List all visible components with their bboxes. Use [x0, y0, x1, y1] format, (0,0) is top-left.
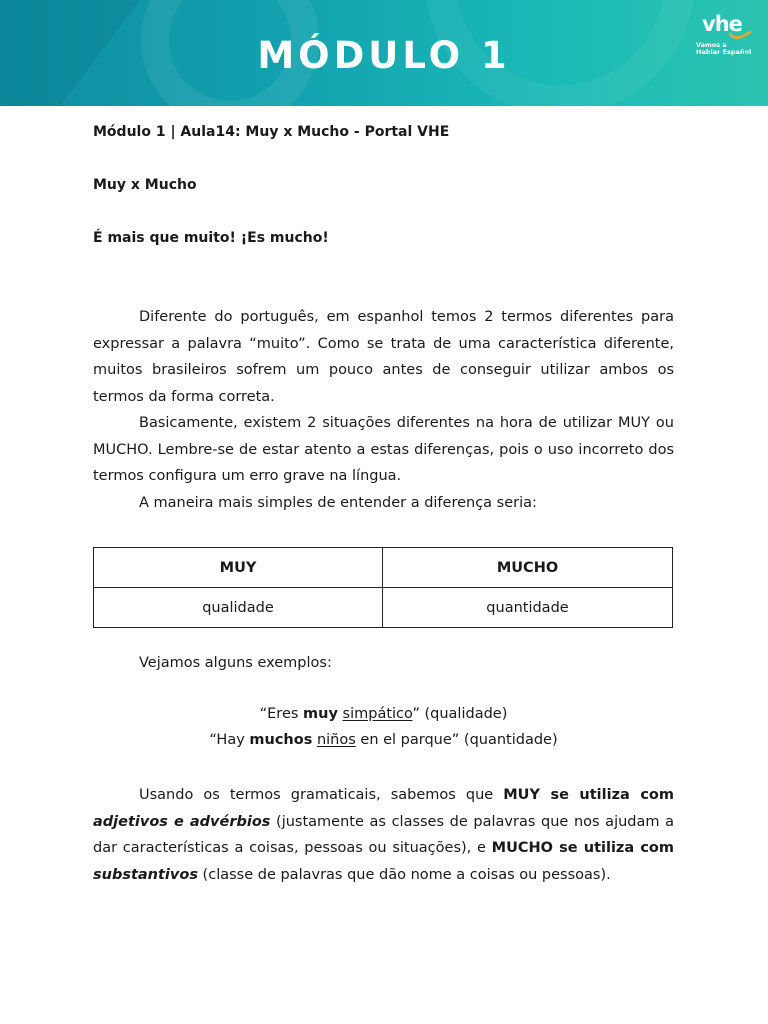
table-cell-quality: qualidade — [94, 588, 383, 627]
lesson-heading: Módulo 1 | Aula14: Muy x Mucho - Portal VHE — [93, 124, 450, 140]
header-banner — [0, 0, 768, 106]
topic-heading: Muy x Mucho — [93, 177, 197, 193]
examples-intro: Vejamos alguns exemplos: — [139, 655, 332, 671]
comparison-table — [93, 547, 673, 628]
table-header-mucho: MUCHO — [383, 548, 672, 588]
table-header-muy: MUY — [94, 548, 383, 588]
module-title: MÓDULO 1 — [257, 34, 511, 77]
paragraph-1: Diferente do português, em espanhol temos 2 termos diferentes para expressar a palavra “muito”. Como se trata de uma característica diferente, muitos brasileiros sofrem um pouco antes de conseguir utilizar ambos os termos da forma correta. — [93, 309, 674, 405]
table-cell-quantity: quantidade — [486, 599, 569, 616]
paragraph-2: Basicamente, existem 2 situações diferentes na hora de utilizar MUY ou MUCHO. Lembre-se de estar atento a estas diferenças, pois o uso incorreto dos termos configura um erro grave na língua. — [93, 415, 674, 484]
vhe-logo — [694, 12, 758, 60]
example-1: “Eres muy simpático” (qualidade) — [259, 706, 508, 722]
final-paragraph: Usando os termos gramaticais, sabemos que MUY se utiliza com adjetivos e advérbios (justamente as classes de palavras que nos ajudam a dar características a coisas, pessoas ou situações), e MUCHO se utiliza com substantivos (classe de palavras que dão nome a coisas ou pessoas). — [93, 787, 675, 883]
logo-tagline: Vamos a Hablar Español — [696, 41, 752, 56]
paragraph-3: A maneira mais simples de entender a diferença seria: — [139, 495, 537, 511]
logo-word: vhe — [702, 12, 742, 36]
example-2: “Hay muchos niños en el parque” (quantidade) — [209, 732, 558, 748]
subtitle-heading: É mais que muito! ¡Es mucho! — [93, 230, 329, 246]
